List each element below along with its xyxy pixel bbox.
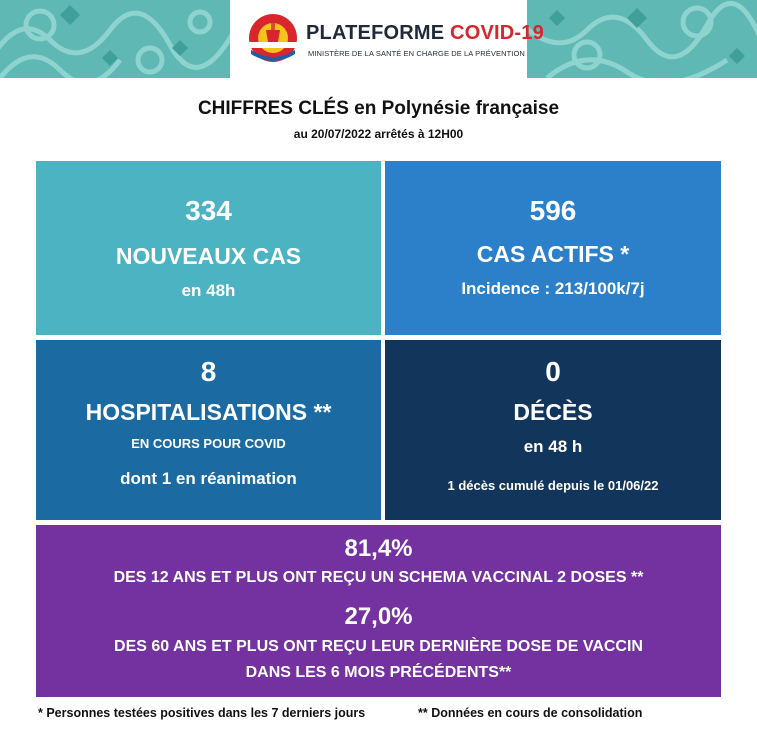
hospitalisations-value: 8 bbox=[200, 356, 217, 387]
polynesia-seal-icon bbox=[248, 12, 298, 64]
hospitalisations-tile bbox=[36, 340, 381, 520]
active-cases-label: CAS ACTIFS * bbox=[476, 241, 630, 267]
brand-title-part1: PLATEFORME bbox=[306, 22, 451, 44]
decorative-banner-left bbox=[0, 0, 230, 78]
ministry-label: MINISTÈRE DE LA SANTÉ EN CHARGE DE LA PRÉVENTION bbox=[308, 49, 525, 58]
footnote-positive-tests: * Personnes testées positives dans les 7 derniers jours bbox=[38, 706, 366, 720]
deaths-value: 0 bbox=[545, 356, 561, 387]
cumulative-deaths-detail: 1 décès cumulé depuis le 01/06/22 bbox=[447, 478, 659, 493]
platform-logo bbox=[248, 12, 544, 68]
deaths-sub: en 48 h bbox=[523, 437, 583, 456]
vaccination-stat1-value: 81,4% bbox=[344, 535, 413, 562]
page-title: CHIFFRES CLÉS en Polynésie française bbox=[197, 98, 560, 119]
vaccination-tile bbox=[36, 525, 721, 697]
vaccination-stat2-line1: DES 60 ANS ET PLUS ONT REÇU LEUR DERNIÈRE DOSE DE VACCIN bbox=[114, 638, 643, 655]
incidence-label: Incidence : 213/100k/7j bbox=[461, 279, 645, 298]
deaths-tile bbox=[385, 340, 721, 520]
brand-title-part2: COVID-19 bbox=[450, 22, 544, 44]
active-cases-tile bbox=[385, 161, 721, 335]
hospitalisations-label: HOSPITALISATIONS ** bbox=[85, 399, 332, 425]
pattern-icon bbox=[0, 0, 230, 78]
new-cases-value: 334 bbox=[185, 195, 232, 226]
new-cases-label: NOUVEAUX CAS bbox=[115, 243, 302, 269]
vaccination-stat2-value: 27,0% bbox=[344, 603, 413, 630]
deaths-label: DÉCÈS bbox=[513, 399, 593, 425]
brand-title bbox=[306, 22, 544, 45]
hospitalisations-sub: EN COURS POUR COVID bbox=[131, 436, 286, 451]
page-subtitle: au 20/07/2022 arrêtés à 12H00 bbox=[293, 127, 464, 141]
new-cases-sub: en 48h bbox=[181, 281, 236, 300]
pattern-icon bbox=[527, 0, 757, 78]
decorative-banner-right bbox=[527, 0, 757, 78]
new-cases-tile bbox=[36, 161, 381, 335]
vaccination-stat1-text: DES 12 ANS ET PLUS ONT REÇU UN SCHEMA VACCINAL 2 DOSES ** bbox=[113, 569, 644, 586]
icu-detail: dont 1 en réanimation bbox=[120, 469, 297, 488]
footnote-consolidation: ** Données en cours de consolidation bbox=[418, 706, 643, 720]
vaccination-stat2-line2: DANS LES 6 MOIS PRÉCÉDENTS** bbox=[245, 664, 512, 681]
active-cases-value: 596 bbox=[529, 195, 577, 226]
